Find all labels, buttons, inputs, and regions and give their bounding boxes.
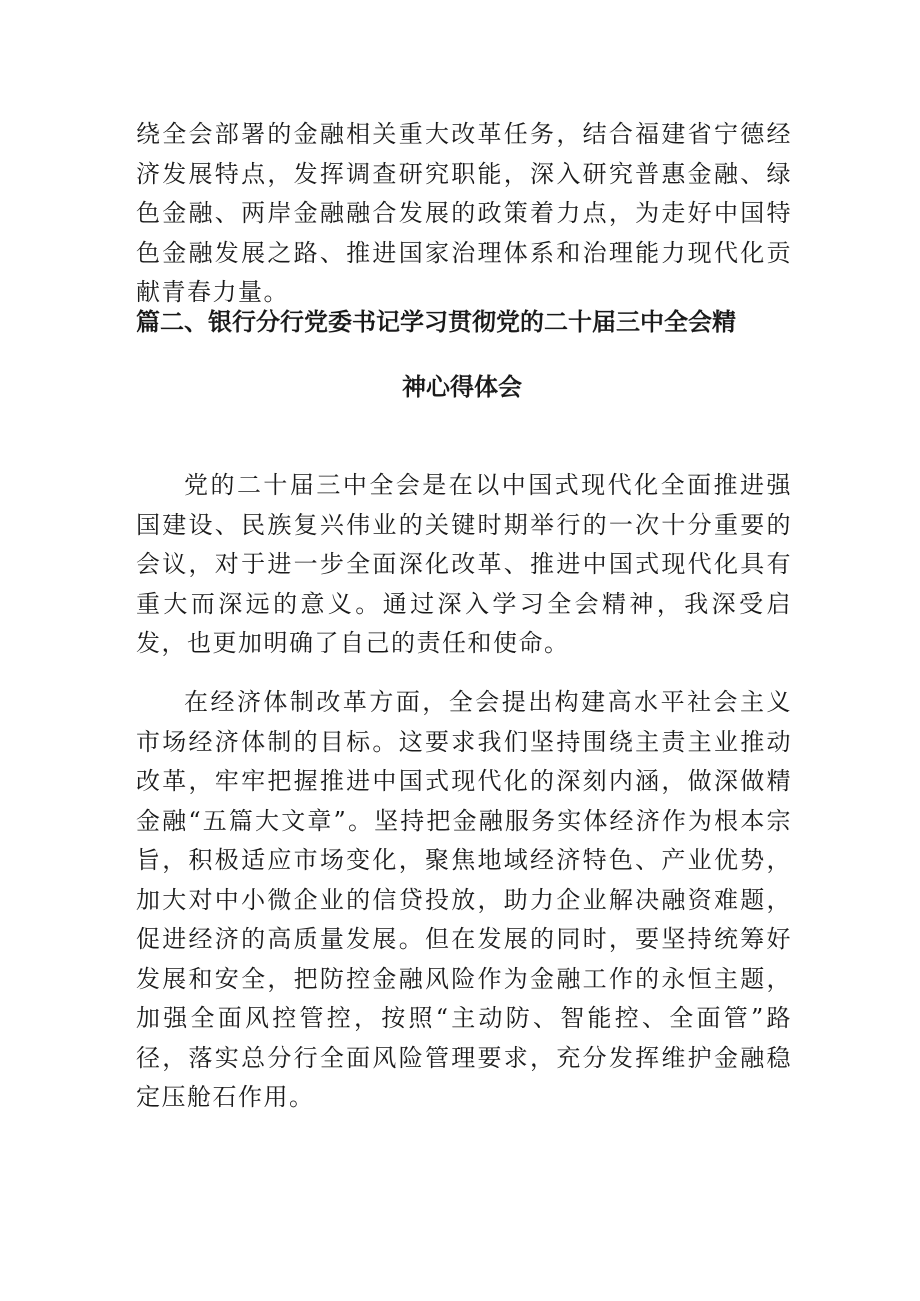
body-paragraph-1: 党的二十届三中全会是在以中国式现代化全面推进强国建设、民族复兴伟业的关键时期举行的一次十分重要的会议，对于进一步全面深化改革、推进中国式现代化具有重大而深远的意义。通过深入学习全会精神，我深受启发，也更加明确了自己的责任和使命。 xyxy=(136,471,792,657)
continuation-paragraph: 绕全会部署的金融相关重大改革任务，结合福建省宁德经济发展特点，发挥调查研究职能，深入研究普惠金融、绿色金融、两岸金融融合发展的政策着力点，为走好中国特色金融发展之路、推进国家治理体系和治理能力现代化贡献青春力量。 xyxy=(136,120,792,306)
section-heading-line-2: 神心得体会 xyxy=(402,373,522,401)
section-heading-line-1: 篇二、银行分行党委书记学习贯彻党的二十届三中全会精 xyxy=(136,308,736,336)
body-paragraph-2: 在经济体制改革方面，全会提出构建高水平社会主义市场经济体制的目标。这要求我们坚持围绕主责主业推动改革，牢牢把握推进中国式现代化的深刻内涵，做深做精金融“五篇大文章”。坚持把金融服务实体经济作为根本宗旨，积极适应市场变化，聚焦地域经济特色、产业优势，加大对中小微企业的信贷投放，助力企业解决融资难题，促进经济的高质量发展。但在发展的同时，要坚持统筹好发展和安全，把防控金融风险作为金融工作的永恒主题，加强全面风控管控，按照“主动防、智能控、全面管”路径，落实总分行全面风险管理要求，充分发挥维护金融稳定压舱石作用。 xyxy=(136,688,792,1111)
